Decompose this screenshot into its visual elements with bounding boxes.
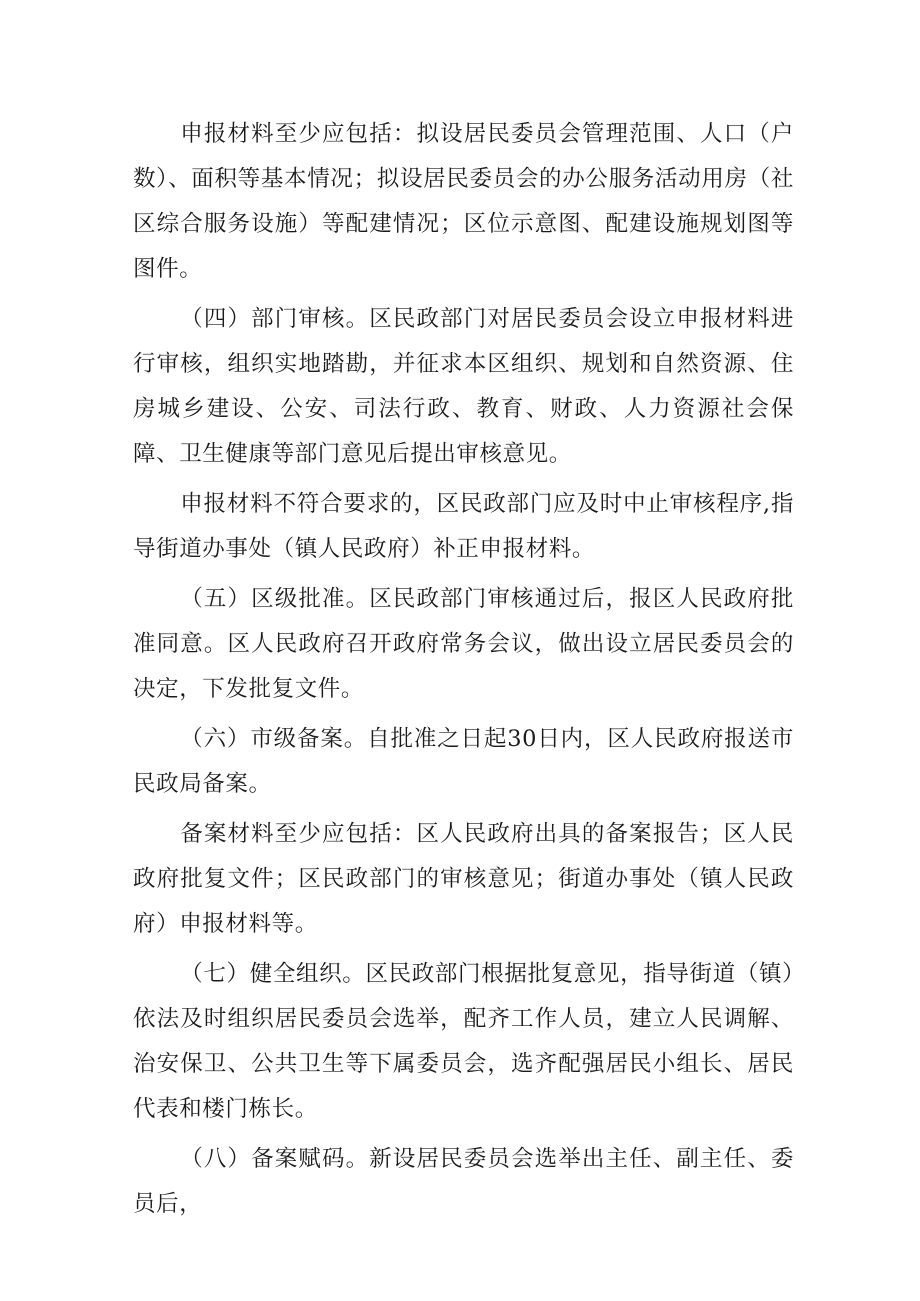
paragraph-organization-building: （七）健全组织。区民政部门根据批复意见，指导街道（镇）依法及时组织居民委员会选举，配齐工作人员，建立人民调解、治安保卫、公共卫生等下属委员会，选齐配强居民小组长、居民代表和楼门栋长。 <box>133 961 794 1122</box>
paragraph-department-review: （四）部门审核。区民政部门对居民委员会设立申报材料进行审核，组织实地踏勘，并征求本区组织、规划和自然资源、住房城乡建设、公安、司法行政、教育、财政、人力资源社会保障、卫生健康等部门意见后提出审核意见。 <box>133 306 794 467</box>
paragraph-application-materials: 申报材料至少应包括：拟设居民委员会管理范围、人口（户数）、面积等基本情况；拟设居民委员会的办公服务活动用房（社区综合服务设施）等配建情况；区位示意图、配建设施规划图等图件。 <box>133 121 794 282</box>
paragraph-municipal-filing: （六）市级备案。自批准之日起30日内，区人民政府报送市民政局备案。 <box>133 726 794 797</box>
paragraph-filing-materials: 备案材料至少应包括：区人民政府出具的备案报告；区人民政府批复文件；区民政部门的审核意见；街道办事处（镇人民政府）申报材料等。 <box>133 821 794 937</box>
paragraph-filing-coding: （八）备案赋码。新设居民委员会选举出主任、副主任、委员后， <box>133 1146 794 1217</box>
paragraph-noncompliant-materials: 申报材料不符合要求的，区民政部门应及时中止审核程序,指导街道办事处（镇人民政府）补正申报材料。 <box>133 491 794 562</box>
paragraph-district-approval: （五）区级批准。区民政部门审核通过后，报区人民政府批准同意。区人民政府召开政府常务会议，做出设立居民委员会的决定，下发批复文件。 <box>133 586 794 702</box>
document-body <box>133 112 794 1232</box>
